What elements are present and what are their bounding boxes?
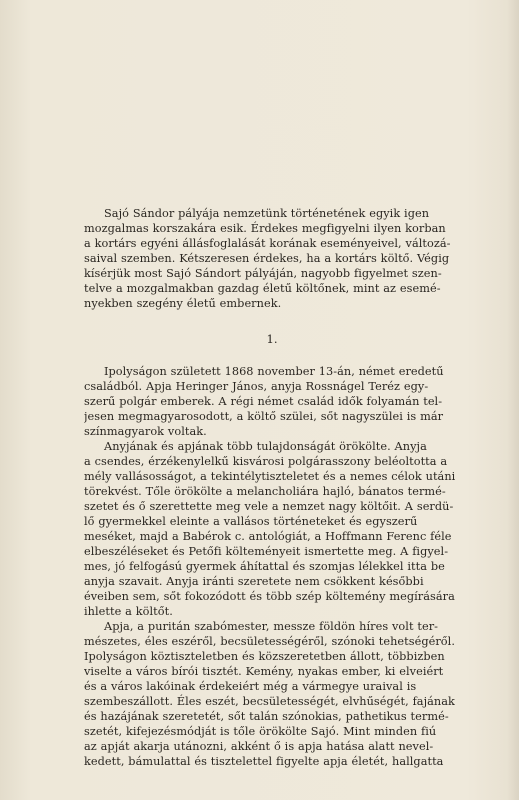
text-line: törekvést. Tőle örökölte a melancholiára hajló, bánatos termé- bbox=[84, 485, 446, 498]
page-text bbox=[84, 206, 460, 769]
text-line: viselte a város bírói tisztét. Kemény, nyakas ember, ki elveiért bbox=[84, 665, 444, 678]
text-line: mély vallásosságot, a tekintélytiszteletet és a nemes célok utáni bbox=[84, 470, 456, 483]
text-line: szerű polgár emberek. A régi német család idők folyamán tel- bbox=[84, 395, 443, 408]
text-line: színmagyarok voltak. bbox=[84, 425, 207, 438]
text-line: saival szemben. Kétszeresen érdekes, ha a kortárs költő. Végig bbox=[84, 252, 450, 265]
text-line: Sajó Sándor pályája nemzetünk történetének egyik igen bbox=[104, 207, 430, 220]
text-line: lő gyermekkel eleinte a vallásos történeteket és egyszerű bbox=[84, 515, 418, 528]
father-paragraph bbox=[84, 619, 460, 769]
intro-paragraph bbox=[84, 206, 460, 311]
text-line: elbeszéléseket és Petőfi költeményeit ismertette meg. A figyel- bbox=[84, 545, 449, 558]
text-line: mozgalmas korszakára esik. Érdekes megfigyelni ilyen korban bbox=[84, 222, 446, 235]
text-line: kísérjük most Sajó Sándort pályáján, nagyobb figyelmet szen- bbox=[84, 267, 442, 280]
text-line: mészetes, éles eszéről, becsületességéről, szónoki tehetségéről. bbox=[84, 635, 455, 648]
section-number: 1. bbox=[266, 332, 278, 346]
text-line: a kortárs egyéni állásfoglalását korának eseményeivel, változá- bbox=[84, 237, 451, 250]
text-line: szembeszállott. Éles eszét, becsületességét, elvhűségét, fajának bbox=[84, 695, 455, 708]
text-line: mes, jó felfogású gyermek áhítattal és szomjas lélekkel itta be bbox=[84, 560, 445, 573]
text-line: családból. Apja Heringer János, anyja Rossnágel Teréz egy- bbox=[84, 380, 429, 393]
text-line: Ipolyságon köztiszteletben és közszeretetben állott, többizben bbox=[84, 650, 445, 663]
page-edge-shadow bbox=[507, 0, 519, 800]
text-line: telve a mozgalmakban gazdag életű költőnek, mint az esemé- bbox=[84, 282, 441, 295]
text-line: szetet és ő szerettette meg vele a nemzet nagy költőit. A serdü- bbox=[84, 500, 454, 513]
text-line: és hazájának szeretetét, sőt talán szónokias, pathetikus termé- bbox=[84, 710, 449, 723]
text-line: és a város lakóinak érdekeiért még a vármegye uraival is bbox=[84, 680, 417, 693]
text-line: szetét, kifejezésmódját is tőle örökölte Sajó. Mint minden fiú bbox=[84, 725, 437, 738]
text-line: a csendes, érzékenylelkű kisvárosi polgárasszony beléoltotta a bbox=[84, 455, 448, 468]
text-line: Ipolyságon született 1868 november 13-án, német eredetű bbox=[104, 365, 444, 378]
text-line: Apja, a puritán szabómester, messze földön híres volt ter- bbox=[104, 620, 439, 633]
birth-paragraph bbox=[84, 364, 460, 439]
text-line: éveiben sem, sőt fokozódott és több szép költemény megírására bbox=[84, 590, 455, 603]
text-line: anyja szavait. Anyja iránti szeretete nem csökkent későbbi bbox=[84, 575, 424, 588]
text-line: jesen megmagyarosodott, a költő szülei, sőt nagyszülei is már bbox=[84, 410, 444, 423]
text-line: Anyjának és apjának több tulajdonságát örökölte. Anyja bbox=[104, 440, 427, 453]
mother-paragraph bbox=[84, 439, 460, 619]
text-line: kedett, bámulattal és tisztelettel figyelte apja életét, hallgatta bbox=[84, 755, 444, 768]
text-line: az apját akarja utánozni, akként ő is apja hatása alatt nevel- bbox=[84, 740, 434, 753]
text-line: nyekben szegény életű embernek. bbox=[84, 297, 282, 310]
text-line: ihlette a költőt. bbox=[84, 605, 173, 618]
text-line: meséket, majd a Babérok c. antológiát, a Hoffmann Ferenc féle bbox=[84, 530, 452, 543]
